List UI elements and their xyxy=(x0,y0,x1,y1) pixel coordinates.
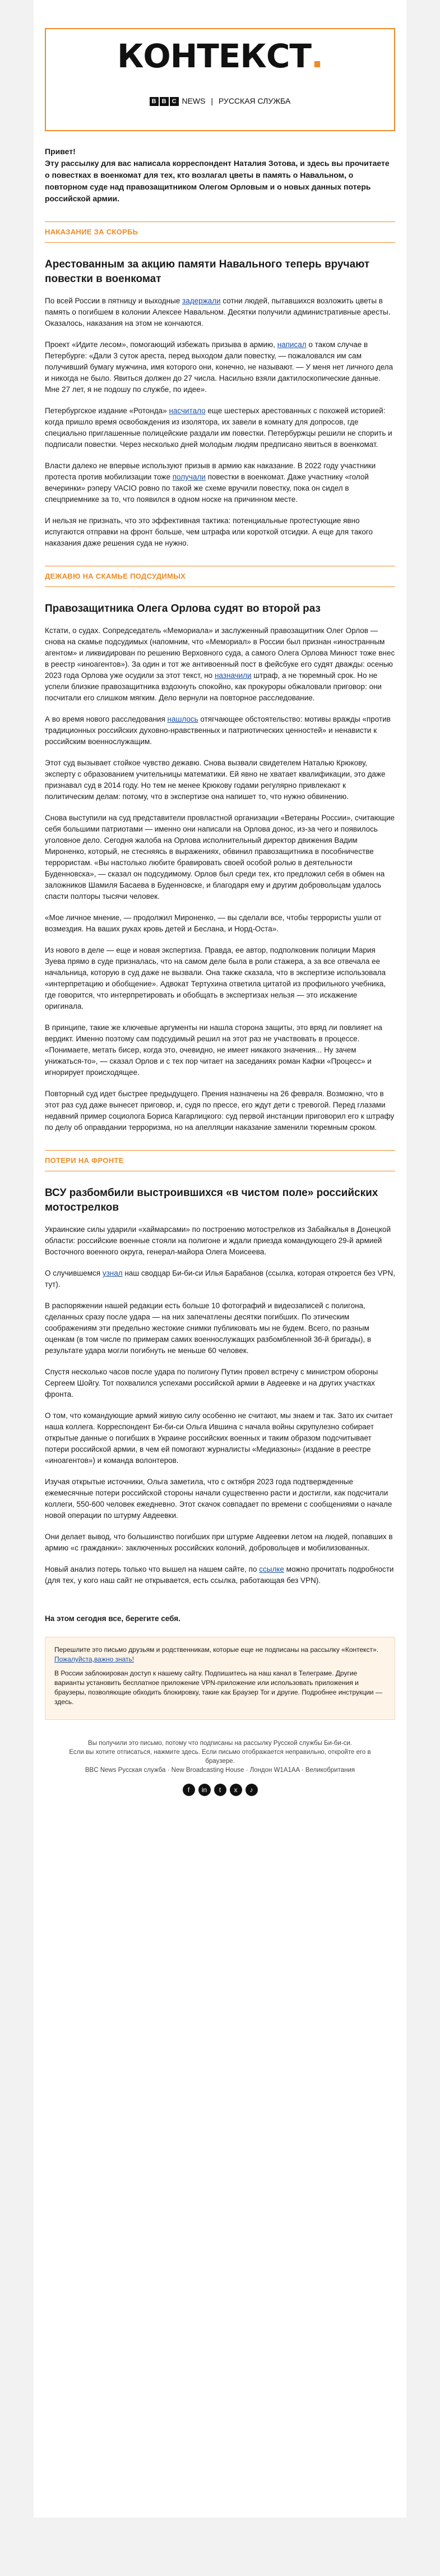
social-icon[interactable]: ♪ xyxy=(246,1784,258,1796)
footer-address: BBC News Русская служба · New Broadcasting House · Лондон W1A1AA · Великобритания xyxy=(85,1767,355,1774)
article-paragraph: Украинские силы ударили «хаймарсами» по построению мотострелков из Забайкалья в Донецкой области: российские военные стояли на полигоне и ждали приезда командующего 29-й армией Восточного военного округа, генерал-майора Олега Моисеева. xyxy=(45,1225,391,1256)
inline-link[interactable]: ссылке xyxy=(259,1565,284,1573)
article-paragraph: Они делает вывод, что большинство погибших при штурме Авдеевки летом на людей, попавших в армию «с гражданки»: заключенных российских колоний, добровольцев и мобилизованных. xyxy=(45,1532,393,1552)
divider: | xyxy=(211,96,213,105)
article-title: ВСУ разбомбили выстроившихся «в чистом поле» российских мотострелков xyxy=(45,1187,378,1213)
logo-dot: . xyxy=(311,37,323,75)
inline-link[interactable]: получали xyxy=(172,473,206,481)
article-paragraph: В распоряжении нашей редакции есть больше 10 фотографий и видеозаписей с полигона, сделанных сразу после удара — на них запечатлены десятки погибших. По этическим соображениям эти предельно жестокие снимки публиковать мы не будем. Всего, по разным оценкам (в том числе по примерам самих военнослужащих разбомбленной 36-й бригады), в результате удара могли погибнуть не меньше 60 человек. xyxy=(45,1301,372,1355)
article-paragraph: Спустя несколько часов после удара по полигону Путин провел встречу с министром обороны Сергеем Шойгу. Тот похвалился успехами российской армии в Авдеевке и на других участках фронта. xyxy=(45,1368,378,1398)
section-heading: ПОТЕРИ НА ФРОНТЕ xyxy=(45,1150,395,1171)
article-paragraph: Власти далеко не впервые используют призыв в армию как наказание. В 2022 году участники протеста против мобилизации тоже получали повестки в военкомат. Даже участнику «голой вечеринки» рэперу VACIO ровно по такой же схеме вручили повестку, пока он сидел в спецприемнике за то, что появился в одном носке на причинном месте. xyxy=(45,461,376,504)
social-icons xyxy=(67,1784,373,1796)
article xyxy=(34,257,406,549)
article-paragraph: В принципе, такие же ключевые аргументы ни нашла сторона защиты, это вряд ли повлияет на вердикт. Именно поэтому сам подсудимый решил на этот раз не участвовать в процессе. «Понимаете, метать бисер, когда это, очевидно, не имеет никакого значения... Ну зачем унижаться-то», — сказал Орлов и с тех пор читает на заседаниях роман Кафки «Процесс» и игнорирует происходящее. xyxy=(45,1023,382,1077)
article-paragraph: Новый анализ потерь только что вышел на нашем сайте, по ссылке можно прочитать подробности (для тех, у кого наш сайт не открывается, есть ссылка, работающая без VPN). xyxy=(45,1565,394,1585)
article-paragraph: И нельзя не признать, что это эффективная тактика: потенциальные протестующие явно испугаются отправки на фронт больше, чем штрафа или короткой отсидки. А еще для такого наказания даже решения суда не нужно. xyxy=(45,516,373,547)
footer xyxy=(34,1720,406,1796)
inline-link[interactable]: узнал xyxy=(102,1269,123,1277)
article-paragraph: Из нового в деле — еще и новая экспертиза. Правда, ее автор, подполковник полиции Мария Зуева прямо в суде призналась, что на самом деле была в роли стажера, а за все отвечала ее начальница, которую в суд даже не вызвали. Она также сказала, что в экспертизе использовала «интерпретацию и обобщение». Адвокат Тертухина ответила цитатой из профильного учебника, где говорится, что интерпретировать и обобщать в экспертизах нельзя — это искажение оригинала. xyxy=(45,946,386,1010)
article-title: Правозащитника Олега Орлова судят во второй раз xyxy=(45,603,321,615)
intro xyxy=(34,131,406,205)
social-icon[interactable]: t xyxy=(214,1784,226,1796)
article-paragraph: Повторный суд идет быстрее предыдущего. Прения назначены на 26 февраля. Возможно, что в этот раз суд даже вынесет приговор, и, судя по прессе, его ждут дети с тревогой. Перед глазами недавний пример социолога Бориса Кагарлицкого: суд первой инстанции приговорил его к штрафу по делу об оправдании терроризма, но на апелляции наказание заменили тюремным сроком. xyxy=(45,1090,395,1132)
inline-link[interactable]: написал xyxy=(277,340,307,349)
article-paragraph: Кстати, о судах. Сопредседатель «Мемориала» и заслуженный правозащитник Олег Орлов — снова на скамье подсудимых (напомним, что «Мемориал» в России был признан «иностранным агентом» и ликвидирован по решению Верховного суда, а самого Олега Орлова Минюст тоже внес в реестр «иноагентов»). За один и тот же антивоенный пост в фейсбуке его судят дважды: осенью 2023 года Орлова уже осудили за этот текст, но назначили штраф, а не тюремный срок. Но не успели близкие правозащитника вздохнуть спокойно, как прокуроры обжаловали приговор: они посчитали его слишком мягким. Дело вернули на повторное расследование. xyxy=(45,626,395,702)
article-paragraph: Проект «Идите лесом», помогающий избежать призыва в армию, написал о таком случае в Петербурге: «Дали 3 суток ареста, перед выходом дали повестку, — пожаловался им сам получивший бумагу мужчина, имя которого они, конечно, не называют. — У меня нет личного дела и никогда не было. Явиться должен до 27 числа. Насильно взяли дактилоскопические данные. Мне 27 лет, я не подошу по службе, по идее». xyxy=(45,340,393,394)
inline-link[interactable]: насчитало xyxy=(169,407,206,415)
forward-text: Перешлите это письмо друзьям и родственникам, которые еще не подписаны на рассылку «Контекст». xyxy=(54,1646,379,1654)
greeting: Привет! xyxy=(45,147,76,156)
article-title: Арестованным за акцию памяти Навального теперь вручают повестки в военкомат xyxy=(45,258,370,285)
bbc-logo-icon: B xyxy=(150,97,159,106)
article-paragraph: О случившемся узнал наш сводцар Би-би-си Илья Барабанов (ссылка, которая откроется без VPN, тут). xyxy=(45,1269,395,1289)
article-paragraph: «Мое личное мнение, — продолжил Мироненко, — вы сделали все, чтобы террористы ушли от возмездия. На ваших руках кровь детей и Беслана, и Норд-Оста». xyxy=(45,913,382,933)
intro-text: Эту рассылку для вас написала корреспондент Наталия Зотова, и здесь вы прочитаете о повестках в военкомат для тех, кто возлагал цветы в память о Навальном, о повторном суде над правозащитником Олегом Орловым и о новых данных потерь российской армии. xyxy=(45,159,390,203)
social-icon[interactable]: f xyxy=(183,1784,195,1796)
inline-link[interactable]: нашлось xyxy=(167,715,198,723)
section-heading: НАКАЗАНИЕ ЗА СКОРБЬ xyxy=(45,221,395,243)
inline-link[interactable]: задержали xyxy=(182,297,221,305)
article-paragraph: Изучая открытые источники, Ольга заметила, что с октября 2023 года подтвержденные ежемесячные потери российской стороны начали существенно расти и достигли, как подсчитали коллеги, 550-600 человек ежедневно. Этот скачок совпадает по времени с сообщениями о начале новой операции по штурму Авдеевки. xyxy=(45,1478,392,1520)
signoff: На этом сегодня все, берегите себя. xyxy=(45,1614,180,1623)
article xyxy=(34,602,406,1133)
article xyxy=(34,1186,406,1586)
logo-text: КОНТЕКСТ xyxy=(117,37,311,75)
bbc-logo-icon: C xyxy=(170,97,179,106)
logo xyxy=(46,37,394,75)
article-paragraph: Этот суд вызывает стойкое чувство дежавю. Снова вызвали свидетелем Наталью Крюкову, эксперту с образованием учительницы математики. Ей явно не хватает квалификации, это даже признавал суд в 2014 году. Но тем не менее Крюкову годами регулярно привлекают к политическим делам: потому, что в экспертизе она напишет то, что нужно обвинению. xyxy=(45,759,386,801)
masthead xyxy=(45,28,395,131)
section-heading: ДЕЖАВЮ НА СКАМЬЕ ПОДСУДИМЫХ xyxy=(45,566,395,587)
service-label: РУССКАЯ СЛУЖБА xyxy=(218,96,291,105)
article-paragraph: О том, что командующие армий живую силу особенно не считают, мы знаем и так. Зато их считает наша коллега. Корреспондент Би-би-си Ольга Ившина с начала войны скрупулезно собирает открытые данные о погибших в Украине российских военных и таким образом подсчитывает потери российской армии, в чем ей помогают журналисты «Медиазоны» (издание в реестре «иноагентов») и команда волонтеров. xyxy=(45,1411,393,1465)
forward-link[interactable]: Пожалуйста,важно знать! xyxy=(54,1655,135,1663)
social-icon[interactable]: in xyxy=(198,1784,211,1796)
article-paragraph: По всей России в пятницу и выходные задержали сотни людей, пытавшихся возложить цветы в память о погибшем в колонии Алексее Навальном. Десятки получили административные аресты. Оказалось, наказания на этом не кончаются. xyxy=(45,297,391,327)
newsletter xyxy=(34,0,406,2518)
bbc-logo-icon: B xyxy=(160,97,169,106)
article-paragraph: Снова выступили на суд представители провластной организации «Ветераны России», считающие себя большими патриотами — именно они написали на Орлова донос, из-за чего и появилось уголовное дело. Сегодня жалоба на Орлова исполнительный директор движения Вадим Мироненко, который, не стесняясь в выражениях, обвинил правозащитника в пособничестве террористам. «Вы настолько любите бравировать своей особой ролью в деятельности Буденновска», — сказал он подсудимому. Орлов был среди тех, кто предложил себя в обмен на заложников Шамиля Басаева в Буденновске, и благодаря ему и другим добровольцам удалось спасти полторы тысячи человек. xyxy=(45,814,395,901)
footer-line-1: Вы получили это письмо, потому что подписаны на рассылку Русской службы Би-би-си. xyxy=(88,1740,352,1747)
forward-note xyxy=(45,1637,395,1720)
news-label: NEWS xyxy=(182,96,206,105)
article-paragraph: А во время нового расследования нашлось отягчающее обстоятельство: мотивы вражды «против традиционных российских духовно-нравственных и патриотических ценностей» и ненависти к российским военнослужащим. xyxy=(45,715,391,746)
bbc-service-line xyxy=(46,95,394,107)
block-note: В России заблокирован доступ к нашему сайту. Подпишитесь на наш канал в Телеграме. Другие варианты установить бесплатное приложение VPN-приложение или использовать приложения и браузеры, позволяющие обходить блокировку, такие как Браузер Tor и другие. Подробнее инструкции — здесь. xyxy=(54,1669,382,1706)
social-icon[interactable]: x xyxy=(230,1784,242,1796)
footer-line-2: Если вы хотите отписаться, нажмите здесь. Если письмо отображается неправильно, откройте его в браузере. xyxy=(69,1749,371,1765)
article-paragraph: Петербургское издание «Ротонда» насчитало еще шестерых арестованных с похожей историей: когда пришло время освобождения из изолятора, их завели в комнату для допросов, где специально приглашенные полицейские раздали им повестки. Петербуржцы решили не спорить и подписали повестки. Через несколько дней молодым людям предписано явиться в военкомат. xyxy=(45,407,392,449)
inline-link[interactable]: назначили xyxy=(214,671,252,680)
